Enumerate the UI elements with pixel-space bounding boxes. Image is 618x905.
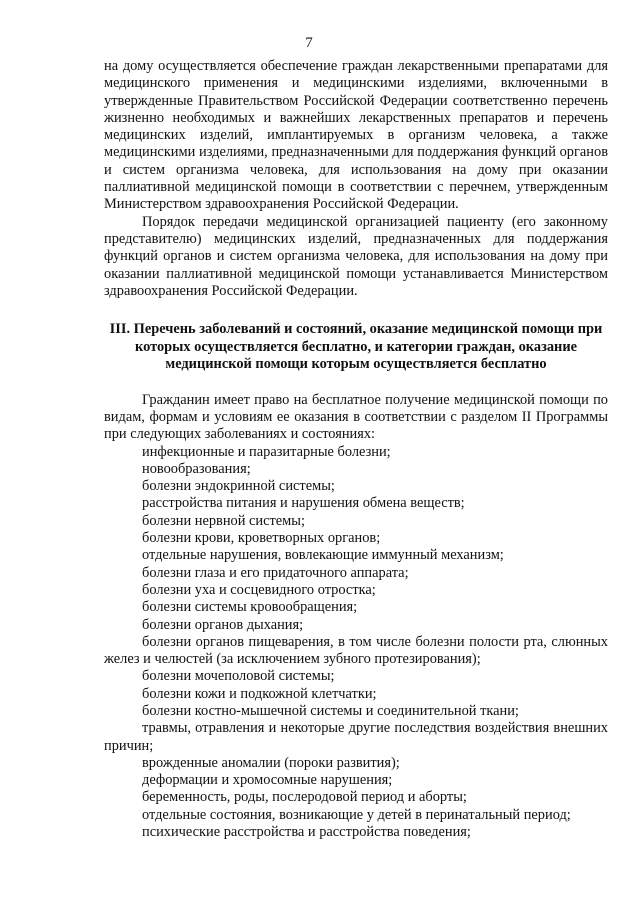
list-item: новообразования; xyxy=(142,460,251,477)
list-item: психические расстройства и расстройства поведения; xyxy=(142,824,471,841)
paragraph-intro: Гражданин имеет право на бесплатное получение медицинской помощи по видам, формам и условиям ее оказания в соответствии с разделом II Программы при следующих заболеваниях и состояниях: xyxy=(104,391,608,443)
conditions-list xyxy=(104,444,608,842)
list-item: отдельные нарушения, вовлекающие иммунный механизм; xyxy=(142,547,504,564)
list-item: беременность, роды, послеродовой период и аборты; xyxy=(142,789,467,806)
list-item: болезни нервной системы; xyxy=(142,512,305,529)
list-item: травмы, отравления и некоторые другие последствия воздействия внешних причин; xyxy=(104,720,608,754)
list-item: болезни глаза и его придаточного аппарата; xyxy=(142,564,409,581)
list-item: отдельные состояния, возникающие у детей в перинатальный период; xyxy=(142,806,571,823)
list-item: болезни уха и сосцевидного отростка; xyxy=(142,581,376,598)
list-item: болезни мочеполовой системы; xyxy=(142,668,335,685)
page-number: 7 xyxy=(305,35,313,51)
list-item: болезни органов дыхания; xyxy=(142,616,304,633)
list-item: болезни кожи и подкожной клетчатки; xyxy=(142,685,377,702)
list-item: болезни эндокринной системы; xyxy=(142,478,335,495)
list-item: инфекционные и паразитарные болезни; xyxy=(142,443,391,460)
list-item: болезни органов пищеварения, в том числе болезни полости рта, слюнных желез и челюстей (за исключением зубного протезирования); xyxy=(104,633,608,668)
list-item: расстройства питания и нарушения обмена веществ; xyxy=(142,495,465,512)
section-heading: III. Перечень заболеваний и состояний, оказание медицинской помощи при которых осуществляется бесплатно, и категории граждан, оказание медицинской помощи которым осуществляется бесплатно xyxy=(109,321,603,373)
list-item: болезни крови, кроветворных органов; xyxy=(142,530,381,547)
list-item: болезни системы кровообращения; xyxy=(142,599,358,616)
document-body xyxy=(104,58,608,841)
list-item: деформации и хромосомные нарушения; xyxy=(142,772,393,789)
paragraph-transfer-procedure: Порядок передачи медицинской организацией пациенту (его законному представителю) медицинских изделий, предназначенных для поддержания функций органов и систем организма человека, для использования на дому при оказании паллиативной медицинской помощи устанавливается Министерством здравоохранения Российской Федерации. xyxy=(104,213,608,299)
list-item: болезни костно-мышечной системы и соединительной ткани; xyxy=(142,703,519,719)
list-item: врожденные аномалии (пороки развития); xyxy=(142,754,400,771)
paragraph-continuation: на дому осуществляется обеспечение граждан лекарственными препаратами для медицинского применения и медицинскими изделиями, включенными в утвержденные Правительством Российской Федерации соответственно перечень жизненно необходимых и важнейших лекарственных препаратов и перечень медицинских изделий, имплантируемых в организм человека, а также медицинскими изделиями, предназначенными для поддержания функций органов и систем организма человека, для использования на дому при оказании паллиативной медицинской помощи в соответствии с перечнем, утвержденным Министерством здравоохранения Российской Федерации. xyxy=(104,58,608,213)
